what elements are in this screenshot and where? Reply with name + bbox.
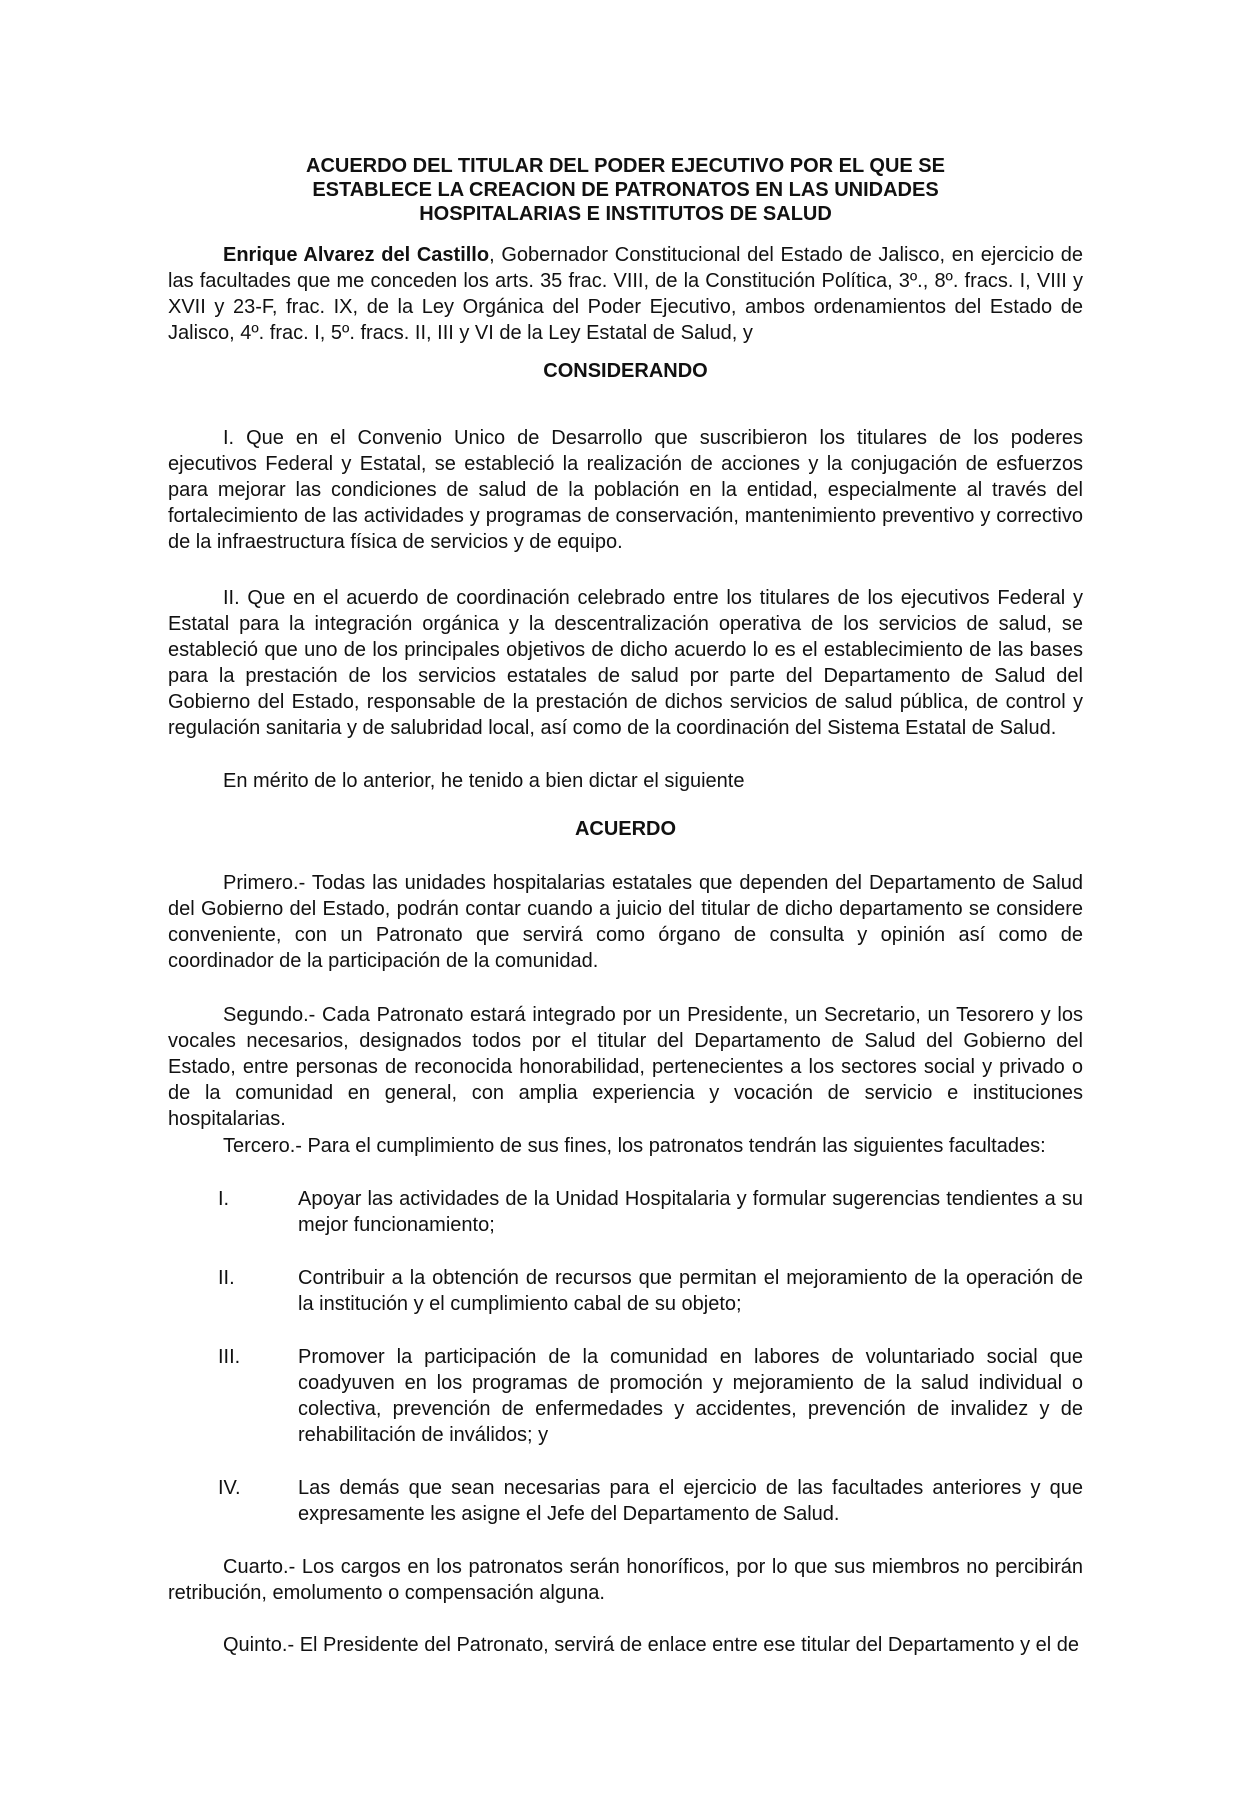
list-item-text: Las demás que sean necesarias para el ejercicio de las facultades anteriores y que expresamente les asigne el Jefe del Departamento de Salud.	[298, 1477, 1083, 1525]
list-item-number: II.	[218, 1267, 235, 1289]
article-segundo: Segundo.- Cada Patronato estará integrado por un Presidente, un Secretario, un Tesorero y los vocales necesarios, designados todos por el titular del Departamento de Salud del Gobierno del Estado, entre personas de reconocida honorabilidad, pertenecientes a los sectores social y privado o de la comunidad en general, con amplia experiencia y vocación de servicio e instituciones hospitalarias.	[168, 1004, 1083, 1130]
merito-paragraph: En mérito de lo anterior, he tenido a bien dictar el siguiente	[223, 770, 745, 792]
list-item-text: Apoyar las actividades de la Unidad Hospitalaria y formular sugerencias tendientes a su mejor funcionamiento;	[298, 1188, 1083, 1236]
article-cuarto: Cuarto.- Los cargos en los patronatos serán honoríficos, por lo que sus miembros no percibirán retribución, emolumento o compensación alguna.	[168, 1556, 1083, 1604]
intro-text: , Gobernador Constitucional del Estado de Jalisco, en ejercicio de las facultades que me conceden los arts. 35 frac. VIII, de la Constitución Política, 3º., 8º. fracs. I, VIII y XVII y 23-F, frac. IX, de la Ley Orgánica del Poder Ejecutivo, ambos ordenamientos del Estado de Jalisco, 4º. frac. I, 5º. fracs. II, III y VI de la Ley Estatal de Salud, y	[168, 244, 1084, 344]
list-item-number: IV.	[218, 1477, 241, 1499]
title-line-2: ESTABLECE LA CREACION DE PATRONATOS EN LAS UNIDADES	[312, 179, 939, 201]
governor-name: Enrique Alvarez del Castillo	[223, 244, 490, 266]
list-item	[218, 1186, 1083, 1238]
article-tercero: Tercero.- Para el cumplimiento de sus fines, los patronatos tendrán las siguientes facultades:	[223, 1135, 1046, 1157]
list-item-text: Promover la participación de la comunidad en labores de voluntariado social que coadyuven en los programas de promoción y mejoramiento de la salud individual o colectiva, prevención de enfermedades y accidentes, prevención de invalidez y de rehabilitación de inválidos; y	[298, 1346, 1083, 1446]
title-line-3: HOSPITALARIAS E INSTITUTOS DE SALUD	[419, 203, 832, 225]
acuerdo-heading: ACUERDO	[574, 818, 677, 840]
list-item	[218, 1344, 1083, 1448]
article-quinto: Quinto.- El Presidente del Patronato, servirá de enlace entre ese titular del Departamento y el de	[223, 1634, 1080, 1656]
list-item-text: Contribuir a la obtención de recursos que permitan el mejoramiento de la operación de la institución y el cumplimiento cabal de su objeto;	[298, 1267, 1083, 1315]
considerando-paragraph-1: I. Que en el Convenio Unico de Desarrollo que suscribieron los titulares de los poderes ejecutivos Federal y Estatal, se estableció la realización de acciones y la conjugación de esfuerzos para mejorar las condiciones de salud de la población en la entidad, especialmente al través del fortalecimiento de las actividades y programas de conservación, mantenimiento preventivo y correctivo de la infraestructura física de servicios y de equipo.	[168, 427, 1083, 553]
considerando-heading: CONSIDERANDO	[543, 360, 708, 382]
title-line-1: ACUERDO DEL TITULAR DEL PODER EJECUTIVO POR EL QUE SE	[306, 155, 945, 177]
list-item-number: III.	[218, 1346, 241, 1368]
list-item	[218, 1265, 1083, 1317]
document-title	[168, 154, 1083, 226]
article-primero: Primero.- Todas las unidades hospitalarias estatales que dependen del Departamento de Salud del Gobierno del Estado, podrán contar cuando a juicio del titular de dicho departamento se considere conveniente, con un Patronato que servirá como órgano de consulta y opinión así como de coordinador de la participación de la comunidad.	[168, 872, 1083, 972]
intro-paragraph	[168, 242, 1083, 346]
list-item	[218, 1475, 1083, 1527]
considerando-paragraph-2: II. Que en el acuerdo de coordinación celebrado entre los titulares de los ejecutivos Federal y Estatal para la integración orgánica y la descentralización operativa de los servicios de salud, se estableció que uno de los principales objetivos de dicho acuerdo lo es el establecimiento de las bases para la prestación de los servicios estatales de salud por parte del Departamento de Salud del Gobierno del Estado, responsable de la prestación de dichos servicios de salud pública, de control y regulación sanitaria y de salubridad local, así como de la coordinación del Sistema Estatal de Salud.	[168, 587, 1083, 739]
list-item-number: I.	[218, 1188, 230, 1210]
